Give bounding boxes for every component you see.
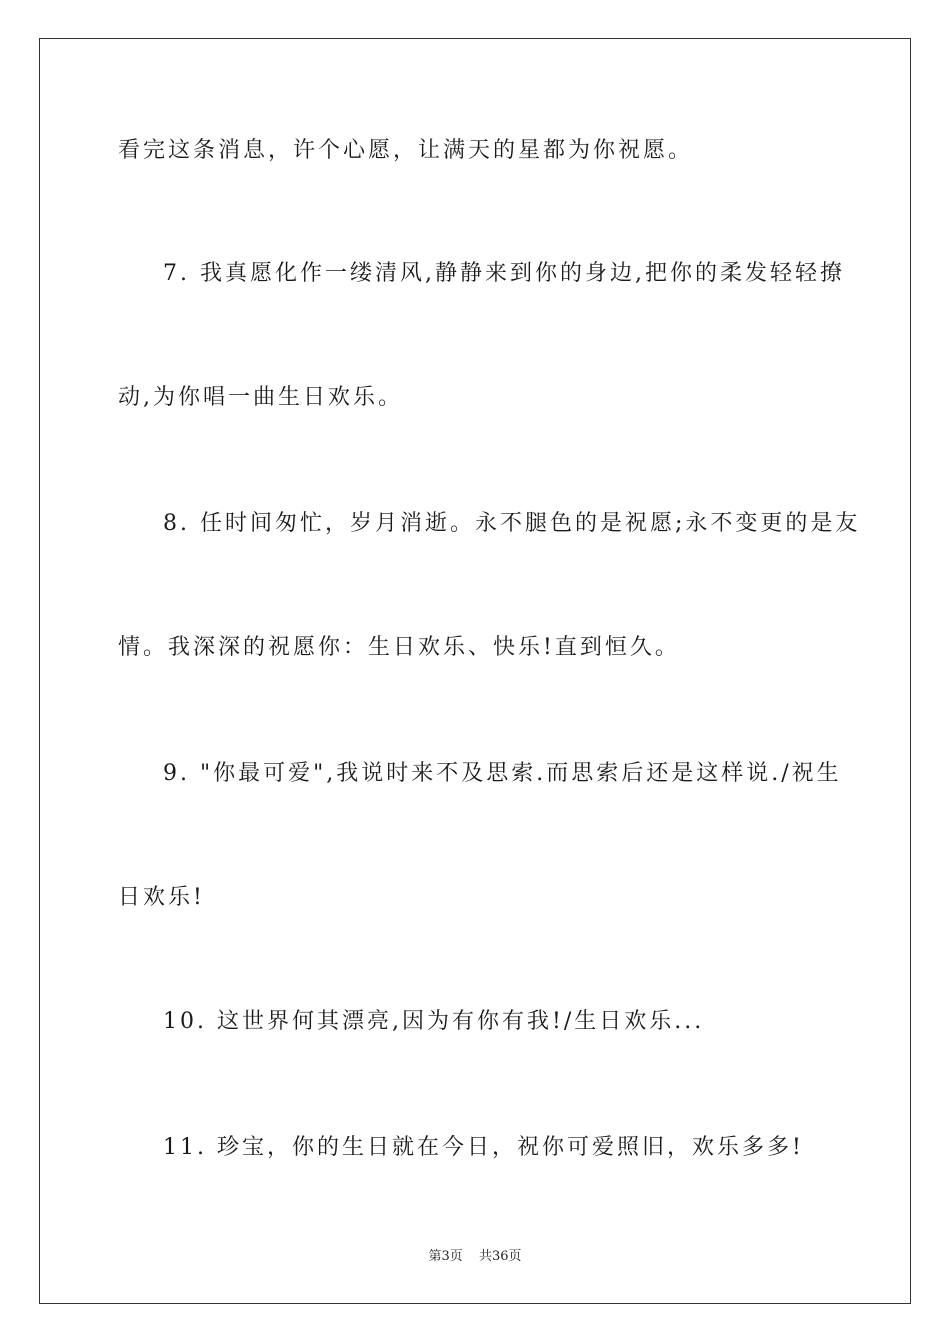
text-line-2: 7. 我真愿化作一缕清风,静静来到你的身边,把你的柔发轻轻撩 — [163, 261, 845, 286]
text-line-3: 动,为你唱一曲生日欢乐。 — [118, 385, 403, 410]
text-line-9: 11. 珍宝，你的生日就在今日，祝你可爱照旧，欢乐多多! — [163, 1135, 804, 1160]
text-line-4: 8. 任时间匆忙，岁月消逝。永不腿色的是祝愿;永不变更的是友 — [163, 511, 861, 536]
text-line-1: 看完这条消息，许个心愿，让满天的星都为你祝愿。 — [118, 138, 694, 163]
text-line-6: 9. "你最可爱",我说时来不及思索.而思索后还是这样说./祝生 — [163, 761, 842, 786]
page-number: 第3页 — [428, 1249, 463, 1264]
page-footer — [0, 1245, 950, 1264]
text-line-5: 情。我深深的祝愿你：生日欢乐、快乐!直到恒久。 — [118, 635, 680, 660]
text-line-7: 日欢乐! — [118, 885, 205, 910]
page-total: 共36页 — [478, 1249, 522, 1264]
page-border — [39, 38, 911, 1304]
text-line-8: 10. 这世界何其漂亮,因为有你有我!/生日欢乐... — [163, 1009, 705, 1034]
